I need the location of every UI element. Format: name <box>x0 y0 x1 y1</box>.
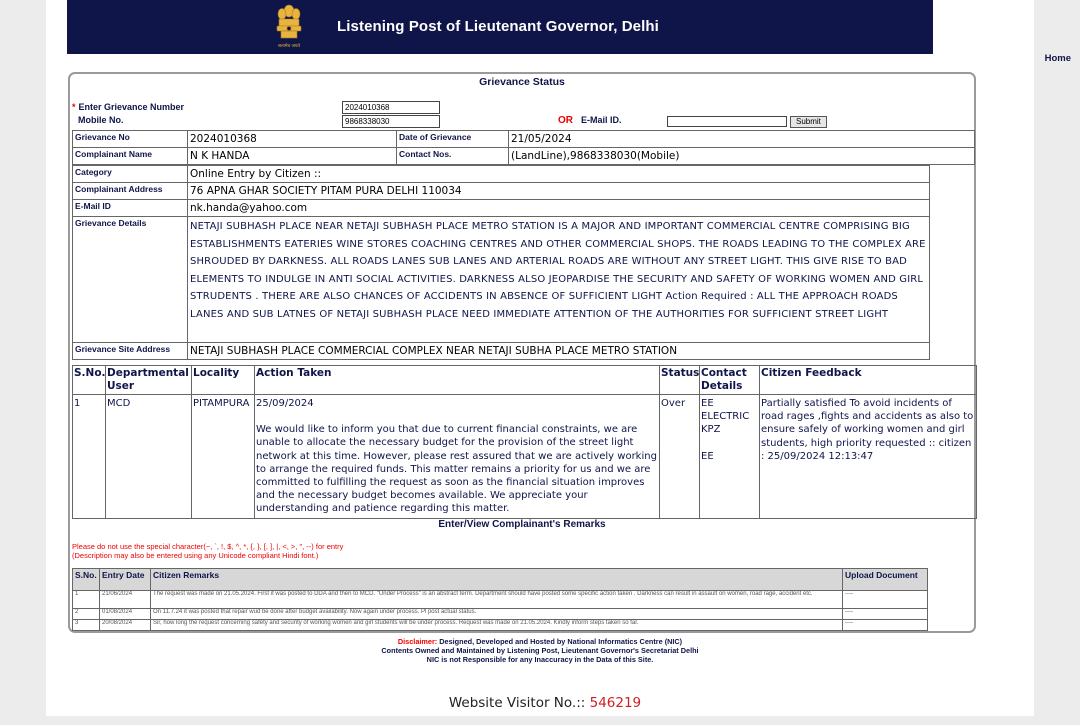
remark-sno: 3 <box>73 620 100 631</box>
required-asterisk: * <box>72 102 76 112</box>
action-locality: PITAMPURA <box>192 395 255 519</box>
col-dept-user: Departmental User <box>106 366 192 395</box>
remarks-title: Enter/View Complainant's Remarks <box>438 519 606 530</box>
col-locality: Locality <box>192 366 255 395</box>
action-contact-1: EE ELECTRIC KPZ <box>701 398 750 436</box>
rem-col-remarks: Citizen Remarks <box>151 569 843 591</box>
grievance-number-label: * Enter Grievance Number <box>72 102 185 112</box>
remark-upload: ---- <box>843 609 928 620</box>
action-dept: MCD <box>106 395 192 519</box>
hindi-font-note: (Description may also be entered using any Unicode compliant Hindi font.) <box>72 551 319 560</box>
grievance-details-table <box>72 130 975 165</box>
date-value: 21/05/2024 <box>509 131 975 148</box>
remark-date: 20/08/2024 <box>100 620 151 631</box>
table-row <box>73 620 928 631</box>
disclaimer-line-3: NIC is not Responsible for any Inaccuracy in the Data of this Site. <box>426 655 654 664</box>
remark-date: 01/08/2024 <box>100 609 151 620</box>
rem-col-date: Entry Date <box>100 569 151 591</box>
address-label: Complainant Address <box>73 183 188 200</box>
category-label: Category <box>73 166 188 183</box>
grievance-details-value: NETAJI SUBHASH PLACE NEAR NETAJI SUBHASH PLACE METRO STATION IS A MAJOR AND IMPORTANT COMMERCIAL CENTRE COMPRISING BIG ESTABLISHMENTS EATERIES WINE STORES COACHING CENTRES AND OTHER COMMERCIAL SHOPS. THE ROADS LEADING TO THE COMPLEX ARE SHROUDED BY DARKNESS. ALL ROADS LANES SUB LANES AND ARTERIAL ROADS ARE WITHOUT ANY STREET LIGHT. THIS GIVE RISE TO BAD ELEMENTS TO INDULGE IN ANTI SOCIAL ACTIVITIES. DARKNESS ALSO JEOPARDISE THE SECURITY AND SAFETY OF WORKING WOMEN AND GIRL STRUDENTS . THERE ARE ALSO CHANCES OF ACCIDENTS IN ABSENCE OF SUFFICIENT LIGHT Action Required : ALL THE APPROACH ROADS LANES AND SUB LATNES OF NETAJI SUBHASH PLACE NEED IMMEDIATE ATTENTION OF THE AUTHORITIES FOR SUFFICIENT STREET LIGHT <box>188 217 930 343</box>
action-date: 25/09/2024 <box>256 398 314 409</box>
grievance-status-panel <box>68 72 976 633</box>
table-row <box>73 395 977 519</box>
special-char-note: Please do not use the special character(~, `, !, $, ^, *, {, }, [, ], |, <, >, ", --) for entry <box>72 542 344 551</box>
rem-col-sno: S.No. <box>73 569 100 591</box>
action-text: We would like to inform you that due to current financial constraints, we are unable to allocate the necessary budget for the provision of the street light network at this time. However, please rest assured that we are actively working to arrange the required funds. This matter remains a priority for us and we are committed to fulfilling the request as soon as the financial situation improves and the necessary budget becomes available. We appreciate your understanding and patience regarding this matter. <box>256 424 657 515</box>
action-contact-2: EE <box>701 450 714 462</box>
or-label: OR <box>558 115 573 126</box>
remark-text: On 11.7.24 it was posted that repair wud be done after budget availability. Now again under process. Pl post actual status. <box>151 609 843 620</box>
remark-date: 21/06/2024 <box>100 591 151 609</box>
disclaimer-text-1: Designed, Developed and Hosted by National Informatics Centre (NIC) <box>439 637 683 646</box>
action-contact-cell <box>700 395 760 519</box>
action-taken-cell <box>255 395 660 519</box>
email-id-label: E-Mail ID <box>73 200 188 217</box>
complainant-value: N K HANDA <box>188 148 397 165</box>
email-id-value: nk.handa@yahoo.com <box>188 200 930 217</box>
remark-sno: 2 <box>73 609 100 620</box>
remark-sno: 1 <box>73 591 100 609</box>
visitor-count: 546219 <box>589 695 642 711</box>
col-action-taken: Action Taken <box>255 366 660 395</box>
contact-value: (LandLine),9868338030(Mobile) <box>509 148 975 165</box>
header-title: Listening Post of Lieutenant Governor, Delhi <box>337 18 659 35</box>
col-status: Status <box>660 366 700 395</box>
remark-upload: ---- <box>843 591 928 609</box>
mobile-label: Mobile No. <box>78 115 124 125</box>
disclaimer-line-2: Contents Owned and Maintained by Listening Post, Lieutenant Governor's Secretariat Delhi <box>381 646 699 655</box>
date-label: Date of Grievance <box>397 131 509 148</box>
address-value: 76 APNA GHAR SOCIETY PITAM PURA DELHI 110034 <box>188 183 930 200</box>
grievance-no-value: 2024010368 <box>188 131 397 148</box>
site-header <box>67 0 933 54</box>
rem-col-upload: Upload Document <box>843 569 928 591</box>
grievance-details-label: Grievance Details <box>73 217 188 343</box>
col-contact-details: Contact Details <box>700 366 760 395</box>
email-label: E-Mail ID. <box>581 115 622 125</box>
mobile-input[interactable]: 9868338030 <box>342 115 440 128</box>
action-feedback: Partially satisfied To avoid incidents of road rages ,fights and accidents as also to ensure safely of working women and girl students, high priority requested :: citizen : 25/09/2024 12:13:47 <box>760 395 977 519</box>
complainant-label: Complainant Name <box>73 148 188 165</box>
remark-upload: ---- <box>843 620 928 631</box>
national-emblem-icon <box>273 3 305 51</box>
visitor-label: Website Visitor No.:: <box>448 695 586 711</box>
action-sno: 1 <box>73 395 106 519</box>
disclaimer-label: Disclaimer: <box>397 637 438 646</box>
contact-label: Contact Nos. <box>397 148 509 165</box>
col-sno: S.No. <box>73 366 106 395</box>
home-link[interactable]: Home <box>1044 53 1071 64</box>
action-taken-table <box>72 365 977 519</box>
svg-text:सत्यमेव जयते: सत्यमेव जयते <box>277 44 301 49</box>
action-status: Over <box>660 395 700 519</box>
site-address-value: NETAJI SUBHASH PLACE COMMERCIAL COMPLEX NEAR NETAJI SUBHA PLACE METRO STATION <box>188 343 930 360</box>
table-row <box>73 609 928 620</box>
disclaimer-line-1 <box>0 637 1080 646</box>
col-citizen-feedback: Citizen Feedback <box>760 366 977 395</box>
citizen-remarks-table <box>72 568 928 631</box>
site-address-label: Grievance Site Address <box>73 343 188 360</box>
remark-text: The request was made on 21.05.2024. First it was posted to DDA and then to MCD. "Under Process" is an abstract term. Department should have posted some specific action taken . Darkness can result in assault on women, road rage, accident etc. <box>151 591 843 609</box>
grievance-info-table <box>72 165 930 360</box>
table-row <box>73 591 928 609</box>
email-input[interactable] <box>667 116 787 127</box>
remark-text: Sir, how long the request concerning safety and security of working women and girl students will be under process. Request was made on 21.05.2024. Kindly inform steps taken so far. <box>151 620 843 631</box>
submit-button[interactable]: Submit <box>790 116 827 128</box>
category-value: Online Entry by Citizen :: <box>188 166 930 183</box>
grievance-no-label: Grievance No <box>73 131 188 148</box>
grievance-number-input[interactable]: 2024010368 <box>342 101 440 114</box>
panel-title: Grievance Status <box>479 76 565 88</box>
visitor-counter <box>0 695 1080 711</box>
